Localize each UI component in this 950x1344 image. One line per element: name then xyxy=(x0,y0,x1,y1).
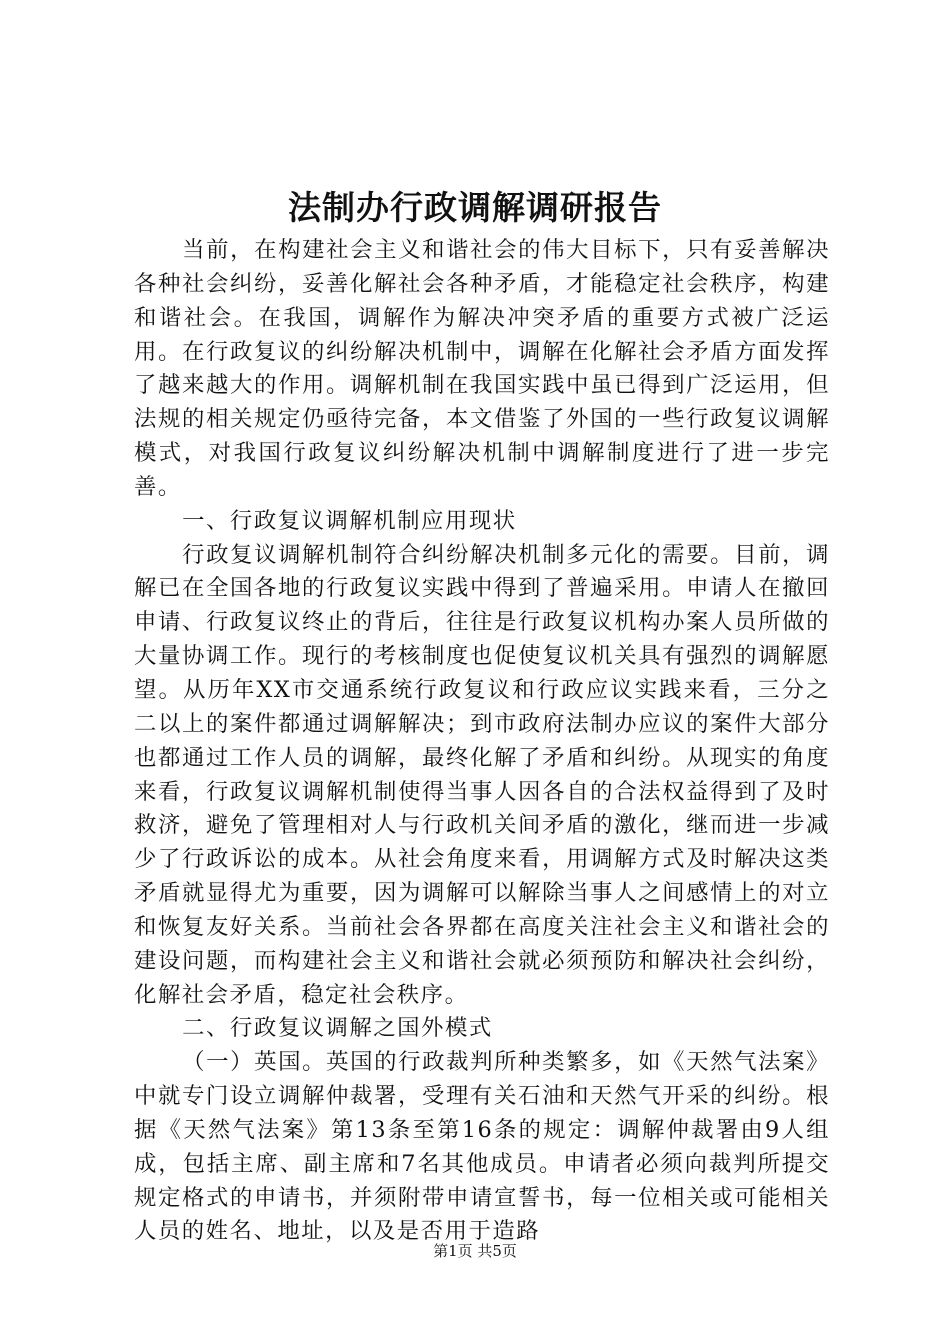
section-heading-2: 二、行政复议调解之国外模式 xyxy=(182,1015,493,1042)
paragraph-intro: 当前，在构建社会主义和谐社会的伟大目标下，只有妥善解决各种社会纠纷，妥善化解社会各种矛盾，才能稳定社会秩序，构建和谐社会。在我国，调解作为解决冲突矛盾的重要方式被广泛运用。在行政复议的纠纷解决机制中，调解在化解社会矛盾方面发挥了越来越大的作用。调解机制在我国实践中虽已得到广泛运用，但法规的相关规定仍亟待完备，本文借鉴了外国的一些行政复议调解模式，对我国行政复议纠纷解决机制中调解制度进行了进一步完善。 xyxy=(134,237,830,500)
section-heading-1: 一、行政复议调解机制应用现状 xyxy=(182,507,517,534)
document-body xyxy=(134,234,830,1249)
paragraph-status: 行政复议调解机制符合纠纷解决机制多元化的需要。目前，调解已在全国各地的行政复议实践中得到了普遍采用。申请人在撤回申请、行政复议终止的背后，往往是行政复议机构办案人员所做的大量协调工作。现行的考核制度也促使复议机关具有强烈的调解愿望。从历年XX市交通系统行政复议和行政应议实践来看，三分之二以上的案件都通过调解解决；到市政府法制办应议的案件大部分也都通过工作人员的调解，最终化解了矛盾和纠纷。从现实的角度来看，行政复议调解机制使得当事人因各自的合法权益得到了及时救济，避免了管理相对人与行政机关间矛盾的激化，继而进一步减少了行政诉讼的成本。从社会角度来看，用调解方式及时解决这类矛盾就显得尤为重要，因为调解可以解除当事人之间感情上的对立和恢复友好关系。当前社会各界都在高度关注社会主义和谐社会的建设问题，而构建社会主义和谐社会就必须预防和解决社会纠纷，化解社会矛盾，稳定社会秩序。 xyxy=(134,541,830,1008)
page-number-footer: 第1页 共5页 xyxy=(433,1242,517,1260)
paragraph-uk-model: （一）英国。英国的行政裁判所种类繁多，如《天然气法案》中就专门设立调解仲裁署，受理有关石油和天然气开采的纠纷。根据《天然气法案》第13条至第16条的规定：调解仲裁署由9人组成，包括主席、副主席和7名其他成员。申请者必须向裁判所提交规定格式的申请书，并须附带申请宣誓书，每一位相关或可能相关人员的姓名、地址，以及是否用于造路 xyxy=(134,1049,830,1245)
document-title: 法制办行政调解调研报告 xyxy=(288,188,662,227)
